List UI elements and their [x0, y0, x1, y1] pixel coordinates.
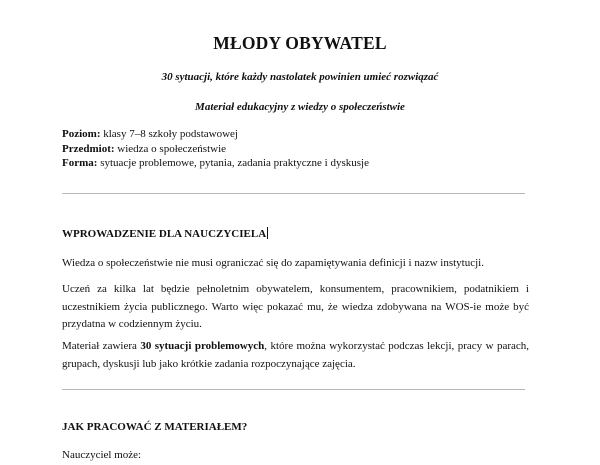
- meta-level-label: Poziom:: [62, 128, 101, 140]
- meta-subject-label: Przedmiot:: [62, 142, 115, 155]
- paragraph-bold-text: 30 sytuacji problemowych: [140, 340, 265, 352]
- meta-form-label: Forma:: [62, 157, 98, 170]
- meta-level: [62, 127, 369, 142]
- meta-level-value: klasy 7–8 szkoły podstawowej: [100, 128, 238, 140]
- meta-subject: [62, 142, 369, 157]
- section-divider: [62, 389, 525, 390]
- document-meta: [62, 127, 369, 171]
- section-heading-how-to-work: JAK PRACOWAĆ Z MATERIAŁEM?: [62, 421, 248, 433]
- section-heading-introduction[interactable]: [62, 227, 268, 240]
- document-title: MŁODY OBYWATEL: [213, 33, 387, 53]
- paragraph: [62, 338, 529, 373]
- text-cursor: [267, 227, 268, 239]
- document-subtitle: 30 sytuacji, które każdy nastolatek powinien umieć rozwiązać: [161, 71, 439, 83]
- paragraph: Uczeń za kilka lat będzie pełnoletnim obywatelem, konsumentem, pracownikiem, podatnikiem i uczestnikiem życia publicznego. Warto więc pokazać mu, że wiedza zdobywana na WOS-ie może być przydatna w codziennym życiu.: [62, 283, 529, 330]
- meta-form: [62, 156, 369, 171]
- paragraph: Wiedza o społeczeństwie nie musi ograniczać się do zapamiętywania definicji i nazw instytucji.: [62, 257, 484, 269]
- paragraph: Nauczyciel może:: [62, 449, 142, 461]
- section-heading-introduction-text: WPROWADZENIE DLA NAUCZYCIELA: [62, 228, 267, 240]
- document-subtitle-secondary: Materiał edukacyjny z wiedzy o społeczeństwie: [195, 101, 405, 113]
- paragraph-text: , które można wykorzystać podczas lekcji, pracy w parach, grupach, dyskusji lub jako krótkie zadania rozpoczynające zajęcia.: [62, 340, 529, 370]
- paragraph-text: Materiał zawiera: [62, 340, 141, 352]
- section-divider: [62, 193, 525, 194]
- meta-subject-value: wiedza o społeczeństwie: [114, 142, 227, 155]
- meta-form-value: sytuacje problemowe, pytania, zadania praktyczne i dyskusje: [97, 157, 369, 170]
